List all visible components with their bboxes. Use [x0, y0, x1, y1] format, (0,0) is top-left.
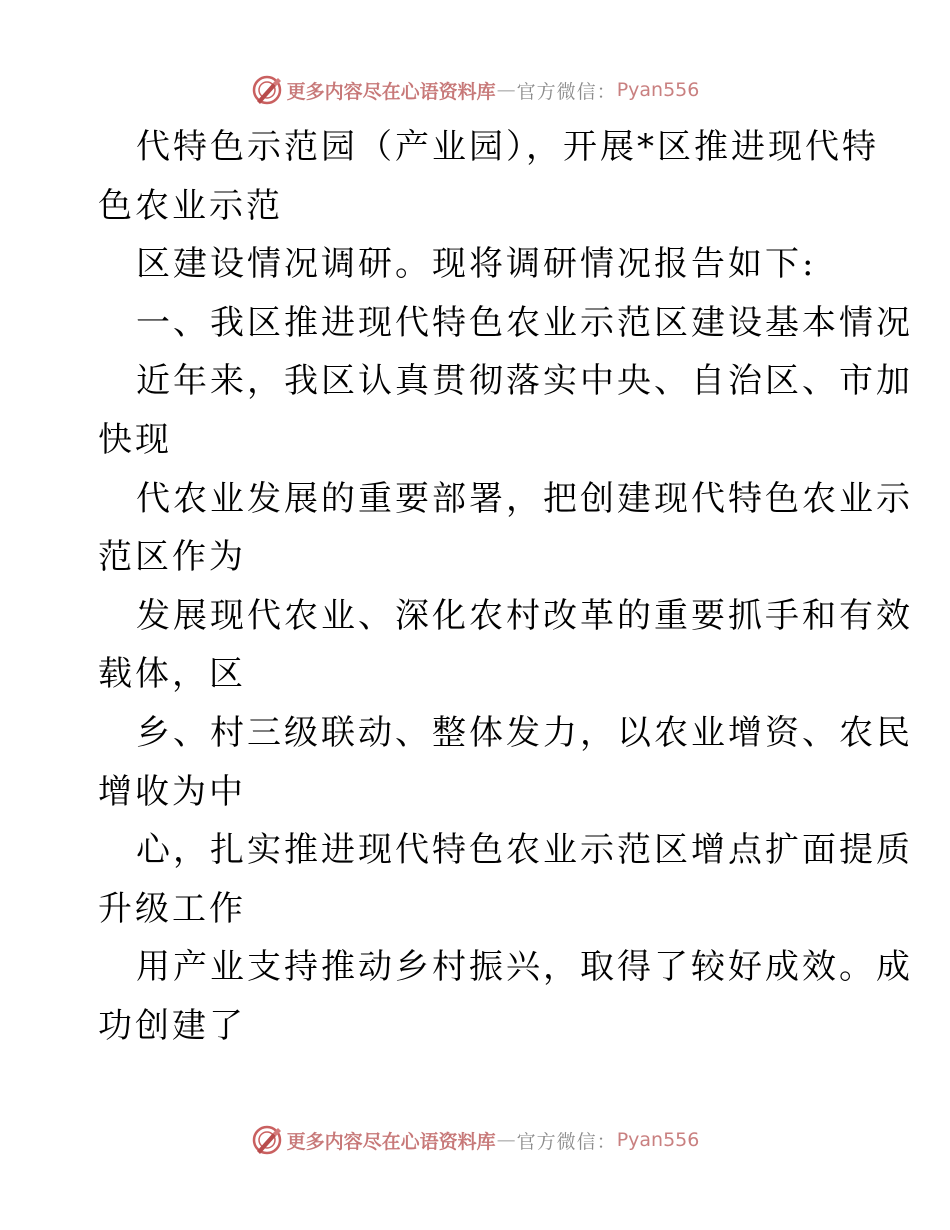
pen-circle-icon: [251, 1124, 283, 1156]
watermark-wechat-id: Pyan556: [616, 1129, 700, 1151]
text-line: 增收为中: [98, 771, 246, 812]
text-line: 升级工作: [98, 888, 246, 929]
text-line: 载体，区: [98, 654, 246, 695]
watermark-dash: —: [496, 79, 516, 101]
text-line: 范区作为: [98, 537, 246, 578]
text-line: 快现: [98, 419, 172, 460]
footer-watermark: [0, 1120, 950, 1160]
text-line: 近年来，我区认真贯彻落实中央、自治区、市加: [136, 361, 913, 402]
watermark-official-label: 官方微信：: [516, 1130, 617, 1153]
text-line: 功创建了: [98, 1005, 246, 1046]
watermark-official-label: 官方微信：: [516, 80, 617, 103]
text-line: 代农业发展的重要部署，把创建现代特色农业示: [136, 478, 913, 519]
watermark-dash: —: [496, 1129, 516, 1151]
watermark-main-text: 更多内容尽在心语资料库: [286, 80, 496, 103]
text-line: 心，扎实推进现代特色农业示范区增点扩面提质: [136, 830, 913, 871]
text-line: 区建设情况调研。现将调研情况报告如下:: [136, 244, 817, 285]
text-line: 发展现代农业、深化农村改革的重要抓手和有效: [136, 595, 913, 636]
document-body: [98, 118, 913, 1056]
text-line: 色农业示范: [98, 185, 283, 226]
watermark-main-text: 更多内容尽在心语资料库: [286, 1130, 496, 1153]
text-line: 用产业支持推动乡村振兴，取得了较好成效。成: [136, 947, 913, 988]
section-heading: 一、我区推进现代特色农业示范区建设基本情况: [136, 302, 913, 343]
watermark-wechat-id: Pyan556: [616, 79, 700, 101]
header-watermark: [0, 70, 950, 110]
text-line: 代特色示范园（产业园），开展*区推进现代特: [136, 127, 879, 167]
text-line: 乡、村三级联动、整体发力，以农业增资、农民: [136, 712, 913, 753]
pen-circle-icon: [251, 74, 283, 106]
